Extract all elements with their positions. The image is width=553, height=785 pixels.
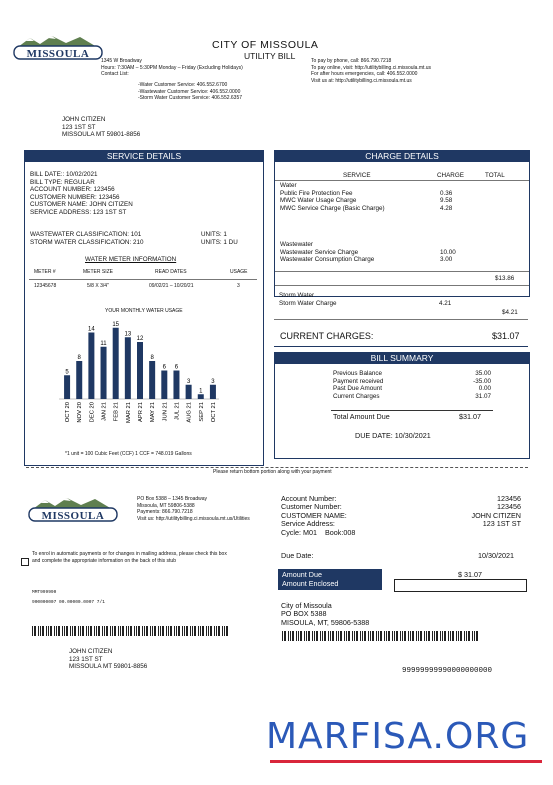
usage-month-label: JUL 21: [174, 402, 181, 421]
usage-bar: [161, 371, 167, 400]
usage-value-label: 1: [199, 388, 203, 395]
wastewater-units: UNITS: 1: [201, 231, 227, 238]
wastewater-total: $13.86: [495, 275, 515, 282]
meter-number: 12345678: [34, 283, 57, 289]
usage-value-label: 11: [100, 340, 107, 347]
stormwater-classification: STORM WATER CLASSIFICATION: 210: [30, 239, 144, 246]
bill-summary-title: BILL SUMMARY: [275, 353, 529, 364]
meter-col-usage: USAGE: [230, 269, 248, 275]
auto-pay-checkbox[interactable]: [21, 558, 29, 566]
charge-details-title: CHARGE DETAILS: [275, 151, 529, 162]
service-details-panel: [24, 150, 264, 466]
logo-text: MISSOULA: [26, 48, 90, 60]
usage-month-label: OCT 21: [210, 402, 217, 423]
wastewater-total-rule: [275, 285, 529, 286]
usage-month-label: AUG 21: [186, 402, 193, 423]
usage-value-label: 8: [150, 355, 154, 361]
charge-col-charge: CHARGE: [437, 172, 464, 179]
usage-value-label: 6: [174, 364, 179, 371]
stub-due-value: 10/30/2021: [478, 551, 514, 560]
stormwater-units: UNITS: 1 DU: [201, 239, 238, 246]
usage-value-label: 6: [162, 364, 166, 371]
usage-month-label: MAY 21: [150, 402, 157, 423]
usage-bar: [186, 385, 192, 399]
usage-bar: [113, 328, 119, 399]
wastewater-classification: WASTEWATER CLASSIFICATION: 101: [30, 231, 142, 238]
usage-bar: [198, 394, 204, 399]
wastewater-rule: [275, 271, 529, 272]
usage-month-label: JAN 21: [101, 402, 108, 422]
usage-bar: [210, 385, 216, 399]
current-charges-label: CURRENT CHARGES:: [280, 331, 374, 341]
usage-value-label: 13: [124, 331, 132, 338]
unit-note: *1 unit = 100 Cubic Feet (CCF) 1 CCF = 748.019 Gallons: [65, 451, 192, 457]
charge-details-panel: [274, 150, 530, 297]
water-section: Water Public Fire Protection Fee 0.36 MWC Water Usage Charge 9.58 MWC Service Charge (Basic Charge) 4.28: [280, 182, 453, 212]
usage-value-label: 3: [186, 378, 191, 385]
missoula-logo: [12, 32, 104, 62]
stub-due-label: Due Date:: [281, 551, 314, 560]
recipient-address: JOHN CITIZEN 123 1ST ST MISSOULA MT 59801-8856: [62, 116, 141, 139]
amount-due-label: Amount Due: [282, 570, 322, 579]
return-note: Please return bottom portion along with your payment: [213, 469, 332, 475]
missoula-logo-stub: [27, 494, 119, 524]
office-info: 1345 W Broadway Hours: 7:30AM – 5:30PM Monday – Friday (Excluding Holidays) Contact List:: [101, 58, 243, 77]
meter-col-number: METER #: [34, 269, 56, 275]
usage-value-label: 8: [77, 355, 81, 361]
amount-enclosed-field[interactable]: [394, 579, 527, 592]
usage-bar: [173, 371, 179, 400]
usage-value-label: 12: [136, 336, 144, 342]
usage-bar: [88, 333, 94, 400]
meter-info-title: WATER METER INFORMATION: [85, 256, 177, 263]
stub-office-info: PO Box 5388 – 1345 Broadway Missoula, MT 59806-5388 Payments: 866.790.7218 Visit us: http://utilitybilling.ci.missoula.mt.us/Utilities: [137, 496, 250, 522]
usage-value-label: 14: [88, 326, 95, 333]
usage-value-label: 5: [65, 369, 69, 376]
usage-month-label: JUN 21: [162, 402, 169, 422]
current-charges-value: $31.07: [492, 331, 520, 341]
summary-rule: [331, 410, 493, 411]
current-charges-rule: [274, 346, 528, 347]
bill-summary-panel: [274, 352, 530, 459]
meter-read-dates: 09/02/21 – 10/20/21: [149, 283, 194, 289]
usage-month-label: OCT 20: [65, 402, 72, 423]
summary-rows: Previous Balance 35.00 Payment received -35.00 Past Due Amount 0.00 Current Charges 31.07: [333, 370, 491, 400]
stub-code-1: MMT999990: [32, 590, 57, 595]
usage-month-label: FEB 21: [113, 402, 120, 422]
stormwater-section: Storm Water Storm Water Charge 4.21: [279, 292, 452, 307]
watermark: MARFISA.ORG: [266, 716, 530, 757]
usage-bar: [149, 361, 155, 399]
usage-month-label: MAR 21: [125, 402, 132, 423]
remit-address: City of Missoula PO BOX 5388 MISOULA, MT, 59806-5388: [281, 601, 370, 627]
charge-col-total: TOTAL: [485, 172, 505, 179]
usage-bar: [137, 342, 143, 399]
meter-col-size: METER SIZE: [83, 269, 114, 275]
water-usage-chart: [33, 316, 253, 451]
usage-bar: [125, 337, 131, 399]
usage-bar: [101, 347, 107, 399]
usage-month-label: DEC 20: [89, 402, 96, 423]
meter-size: 5/8 X 3/4": [87, 283, 109, 289]
usage-bar: [76, 361, 82, 399]
city-title: CITY OF MISSOULA: [212, 39, 319, 51]
usage-month-label: APR 21: [138, 402, 144, 422]
service-details-title: SERVICE DETAILS: [25, 151, 263, 162]
meter-usage: 3: [237, 283, 240, 289]
usage-value-label: 3: [211, 378, 215, 385]
usage-chart-title: YOUR MONTHLY WATER USAGE: [105, 308, 183, 314]
stub-fields: Account Number: 123456 Customer Number: 123456 CUSTOMER NAME: JOHN CITIZEN Service Address: 123 1ST ST Cycle: M01 Book:008: [281, 494, 521, 537]
charge-header-rule: [275, 180, 529, 181]
usage-bar: [64, 375, 70, 399]
total-amount-label: Total Amount Due: [333, 412, 390, 421]
amount-due-value: $ 31.07: [458, 570, 482, 579]
contact-list: -Water Customer Service: 406.552.6700 -Wastewater Customer Service: 406.552.0000 -Storm Water Customer Service: 406.552.6357: [138, 82, 243, 101]
stormwater-total: $4.21: [502, 309, 518, 316]
postal-barcode: [32, 626, 230, 636]
wastewater-section: Wastewater Wastewater Service Charge 10.00 Wastewater Consumption Charge 3.00: [280, 241, 456, 264]
usage-month-label: NOV 20: [77, 402, 84, 423]
stub-recipient-address: JOHN CITIZEN 123 1ST ST MISSOULA MT 59801-8856: [69, 648, 148, 671]
total-amount-value: $31.07: [459, 412, 481, 421]
usage-month-label: SEP 21: [198, 402, 205, 422]
remit-barcode: [282, 631, 480, 641]
tear-line: [26, 467, 528, 468]
logo-text: MISSOULA: [41, 510, 105, 522]
stormwater-rule: [274, 319, 528, 320]
meter-header-rule: [29, 279, 257, 280]
usage-value-label: 15: [112, 321, 120, 328]
payment-contact-info: To pay by phone, call: 866.790.7218 To pay online, visit: http://utilitybilling.ci.missoula.mt.us For after hours emergencies, call: 406.552.0000 Visit us at: http://utilitybilling.ci.missoula.mt.us: [311, 58, 432, 84]
amount-enclosed-label: Amount Enclosed: [282, 579, 339, 588]
stub-code-2: 900000007 00.00000.0007 7/1: [32, 600, 105, 605]
auto-pay-text: To enrol in automatic payments or for changes in mailing address, please check this box and complete the appropriate information on the back of this stub: [32, 551, 227, 564]
account-info: BILL DATE:: 10/02/2021 BILL TYPE: REGULAR ACCOUNT NUMBER: 123456 CUSTOMER NUMBER: 123456 CUSTOMER NAME: JOHN CITIZEN SERVICE ADDRESS: 123 1ST ST: [30, 171, 133, 216]
scanline: 99999999990000000000: [402, 667, 493, 675]
meter-col-dates: READ DATES: [155, 269, 187, 275]
watermark-underline: [270, 760, 542, 763]
due-date: DUE DATE: 10/30/2021: [355, 431, 431, 440]
bill-subtitle: UTILITY BILL: [244, 51, 296, 61]
charge-col-service: SERVICE: [343, 172, 371, 179]
